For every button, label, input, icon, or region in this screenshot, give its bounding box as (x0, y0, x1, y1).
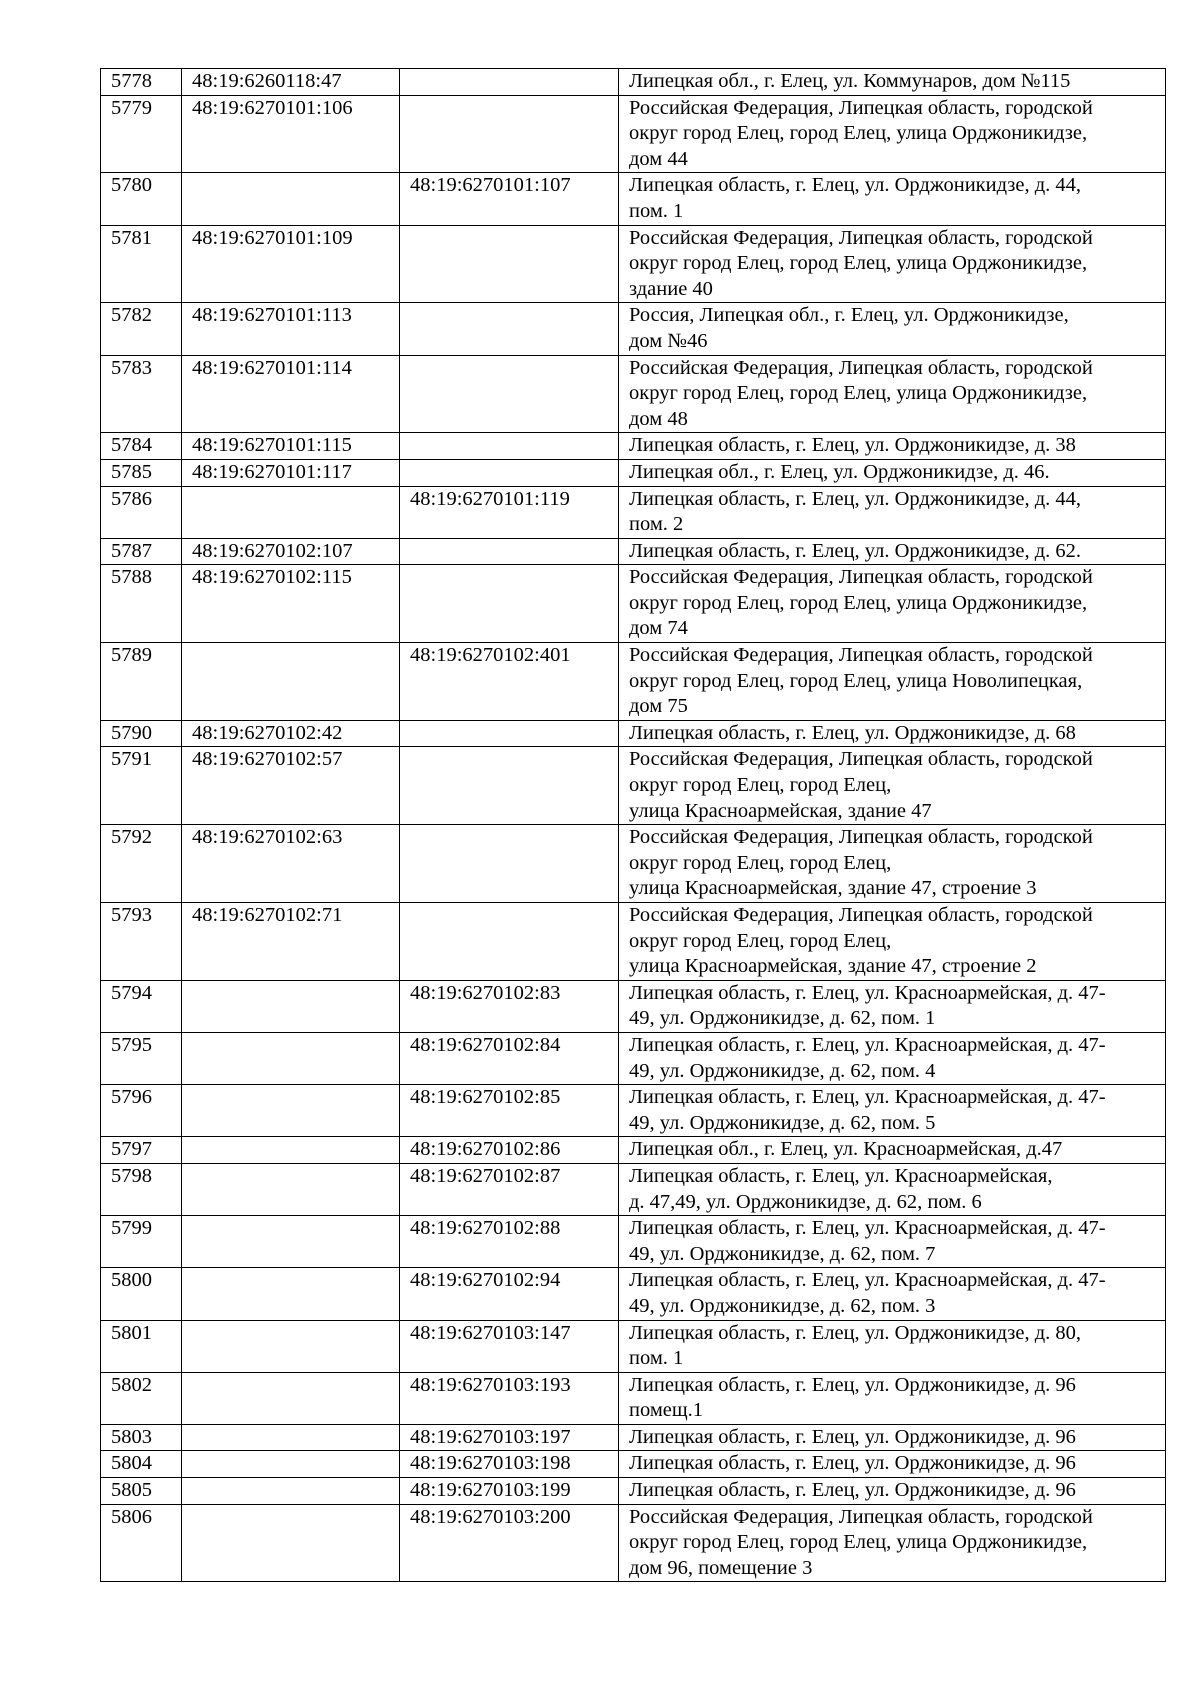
address-cell: Липецкая область, г. Елец, ул. Орджоникидзе, д. 96 помещ.1 (619, 1372, 1166, 1424)
building-cadastral-number-cell (400, 747, 619, 825)
building-cadastral-number-cell: 48:19:6270102:84 (400, 1032, 619, 1084)
building-cadastral-number-cell (400, 720, 619, 747)
building-cadastral-number-cell: 48:19:6270102:85 (400, 1085, 619, 1137)
building-cadastral-number-cell (400, 433, 619, 460)
building-cadastral-number-cell (400, 303, 619, 355)
address-cell: Липецкая область, г. Елец, ул. Орджоникидзе, д. 44, пом. 1 (619, 173, 1166, 225)
building-cadastral-number-cell (400, 903, 619, 981)
land-cadastral-number-cell (182, 486, 400, 538)
row-number-cell: 5793 (101, 903, 182, 981)
table-row (101, 1137, 1166, 1164)
building-cadastral-number-cell (400, 355, 619, 433)
table-row (101, 747, 1166, 825)
row-number-cell: 5778 (101, 69, 182, 96)
address-cell: Липецкая обл., г. Елец, ул. Орджоникидзе, д. 46. (619, 459, 1166, 486)
building-cadastral-number-cell (400, 225, 619, 303)
table-row (101, 303, 1166, 355)
row-number-cell: 5798 (101, 1163, 182, 1215)
table-row (101, 643, 1166, 721)
table-row (101, 69, 1166, 96)
table-row (101, 825, 1166, 903)
address-cell: Российская Федерация, Липецкая область, городской округ город Елец, город Елец, улица Красноармейская, здание 47 (619, 747, 1166, 825)
row-number-cell: 5791 (101, 747, 182, 825)
building-cadastral-number-cell: 48:19:6270103:199 (400, 1478, 619, 1505)
table-row (101, 1372, 1166, 1424)
table-row (101, 1320, 1166, 1372)
building-cadastral-number-cell: 48:19:6270103:193 (400, 1372, 619, 1424)
table-row (101, 1451, 1166, 1478)
row-number-cell: 5804 (101, 1451, 182, 1478)
land-cadastral-number-cell (182, 1424, 400, 1451)
table-row (101, 355, 1166, 433)
table-row (101, 980, 1166, 1032)
row-number-cell: 5802 (101, 1372, 182, 1424)
address-cell: Липецкая область, г. Елец, ул. Орджоникидзе, д. 80, пом. 1 (619, 1320, 1166, 1372)
row-number-cell: 5787 (101, 538, 182, 565)
land-cadastral-number-cell (182, 980, 400, 1032)
table-row (101, 433, 1166, 460)
address-cell: Липецкая область, г. Елец, ул. Орджоникидзе, д. 96 (619, 1424, 1166, 1451)
land-cadastral-number-cell (182, 1451, 400, 1478)
land-cadastral-number-cell: 48:19:6270101:115 (182, 433, 400, 460)
address-cell: Липецкая область, г. Елец, ул. Красноармейская, д. 47- 49, ул. Орджоникидзе, д. 62, пом. 1 (619, 980, 1166, 1032)
land-cadastral-number-cell: 48:19:6260118:47 (182, 69, 400, 96)
land-cadastral-number-cell (182, 1085, 400, 1137)
address-cell: Российская Федерация, Липецкая область, городской округ город Елец, город Елец, улица Орджоникидзе, дом 44 (619, 95, 1166, 173)
building-cadastral-number-cell: 48:19:6270102:401 (400, 643, 619, 721)
land-cadastral-number-cell: 48:19:6270102:42 (182, 720, 400, 747)
building-cadastral-number-cell (400, 459, 619, 486)
row-number-cell: 5796 (101, 1085, 182, 1137)
address-cell: Российская Федерация, Липецкая область, городской округ город Елец, город Елец, улица Красноармейская, здание 47, строение 3 (619, 825, 1166, 903)
land-cadastral-number-cell (182, 1504, 400, 1582)
row-number-cell: 5786 (101, 486, 182, 538)
table-row (101, 95, 1166, 173)
building-cadastral-number-cell: 48:19:6270102:83 (400, 980, 619, 1032)
land-cadastral-number-cell (182, 1032, 400, 1084)
address-cell: Российская Федерация, Липецкая область, городской округ город Елец, город Елец, улица Орджоникидзе, дом 48 (619, 355, 1166, 433)
land-cadastral-number-cell (182, 643, 400, 721)
table-row (101, 1504, 1166, 1582)
row-number-cell: 5785 (101, 459, 182, 486)
address-cell: Липецкая обл., г. Елец, ул. Коммунаров, дом №115 (619, 69, 1166, 96)
building-cadastral-number-cell: 48:19:6270103:147 (400, 1320, 619, 1372)
building-cadastral-number-cell (400, 565, 619, 643)
land-cadastral-number-cell: 48:19:6270102:115 (182, 565, 400, 643)
table-row (101, 903, 1166, 981)
row-number-cell: 5800 (101, 1268, 182, 1320)
building-cadastral-number-cell: 48:19:6270102:87 (400, 1163, 619, 1215)
row-number-cell: 5781 (101, 225, 182, 303)
address-cell: Липецкая область, г. Елец, ул. Красноармейская, д. 47- 49, ул. Орджоникидзе, д. 62, пом. 7 (619, 1216, 1166, 1268)
land-cadastral-number-cell (182, 1216, 400, 1268)
land-cadastral-number-cell (182, 1268, 400, 1320)
row-number-cell: 5788 (101, 565, 182, 643)
building-cadastral-number-cell: 48:19:6270102:86 (400, 1137, 619, 1164)
address-cell: Липецкая область, г. Елец, ул. Красноармейская, д. 47,49, ул. Орджоникидзе, д. 62, пом. 6 (619, 1163, 1166, 1215)
row-number-cell: 5789 (101, 643, 182, 721)
table-row (101, 459, 1166, 486)
building-cadastral-number-cell: 48:19:6270101:107 (400, 173, 619, 225)
land-cadastral-number-cell: 48:19:6270101:106 (182, 95, 400, 173)
land-cadastral-number-cell: 48:19:6270101:114 (182, 355, 400, 433)
row-number-cell: 5782 (101, 303, 182, 355)
land-cadastral-number-cell: 48:19:6270102:57 (182, 747, 400, 825)
address-cell: Липецкая область, г. Елец, ул. Орджоникидзе, д. 96 (619, 1451, 1166, 1478)
building-cadastral-number-cell: 48:19:6270103:197 (400, 1424, 619, 1451)
table-row (101, 173, 1166, 225)
row-number-cell: 5801 (101, 1320, 182, 1372)
table-row (101, 538, 1166, 565)
row-number-cell: 5797 (101, 1137, 182, 1164)
address-cell: Российская Федерация, Липецкая область, городской округ город Елец, город Елец, улица Орджоникидзе, дом 74 (619, 565, 1166, 643)
building-cadastral-number-cell: 48:19:6270103:200 (400, 1504, 619, 1582)
address-cell: Липецкая область, г. Елец, ул. Орджоникидзе, д. 96 (619, 1478, 1166, 1505)
address-cell: Липецкая обл., г. Елец, ул. Красноармейская, д.47 (619, 1137, 1166, 1164)
registry-table (100, 68, 1166, 1582)
land-cadastral-number-cell: 48:19:6270101:109 (182, 225, 400, 303)
row-number-cell: 5783 (101, 355, 182, 433)
row-number-cell: 5806 (101, 1504, 182, 1582)
table-row (101, 565, 1166, 643)
row-number-cell: 5780 (101, 173, 182, 225)
building-cadastral-number-cell: 48:19:6270102:88 (400, 1216, 619, 1268)
building-cadastral-number-cell: 48:19:6270101:119 (400, 486, 619, 538)
registry-table-body (101, 69, 1166, 1582)
address-cell: Липецкая область, г. Елец, ул. Орджоникидзе, д. 44, пом. 2 (619, 486, 1166, 538)
land-cadastral-number-cell: 48:19:6270102:107 (182, 538, 400, 565)
row-number-cell: 5795 (101, 1032, 182, 1084)
table-row (101, 1268, 1166, 1320)
address-cell: Российская Федерация, Липецкая область, городской округ город Елец, город Елец, улица Орджоникидзе, здание 40 (619, 225, 1166, 303)
building-cadastral-number-cell (400, 69, 619, 96)
building-cadastral-number-cell: 48:19:6270102:94 (400, 1268, 619, 1320)
address-cell: Липецкая область, г. Елец, ул. Орджоникидзе, д. 38 (619, 433, 1166, 460)
row-number-cell: 5799 (101, 1216, 182, 1268)
address-cell: Россия, Липецкая обл., г. Елец, ул. Орджоникидзе, дом №46 (619, 303, 1166, 355)
row-number-cell: 5803 (101, 1424, 182, 1451)
table-row (101, 1424, 1166, 1451)
address-cell: Российская Федерация, Липецкая область, городской округ город Елец, город Елец, улица Орджоникидзе, дом 96, помещение 3 (619, 1504, 1166, 1582)
address-cell: Российская Федерация, Липецкая область, городской округ город Елец, город Елец, улица Красноармейская, здание 47, строение 2 (619, 903, 1166, 981)
building-cadastral-number-cell (400, 825, 619, 903)
address-cell: Липецкая область, г. Елец, ул. Орджоникидзе, д. 68 (619, 720, 1166, 747)
row-number-cell: 5805 (101, 1478, 182, 1505)
building-cadastral-number-cell (400, 95, 619, 173)
address-cell: Липецкая область, г. Елец, ул. Красноармейская, д. 47- 49, ул. Орджоникидзе, д. 62, пом. 3 (619, 1268, 1166, 1320)
row-number-cell: 5790 (101, 720, 182, 747)
row-number-cell: 5784 (101, 433, 182, 460)
land-cadastral-number-cell: 48:19:6270102:63 (182, 825, 400, 903)
land-cadastral-number-cell (182, 1478, 400, 1505)
land-cadastral-number-cell: 48:19:6270101:117 (182, 459, 400, 486)
address-cell: Липецкая область, г. Елец, ул. Орджоникидзе, д. 62. (619, 538, 1166, 565)
land-cadastral-number-cell (182, 1137, 400, 1164)
land-cadastral-number-cell (182, 1320, 400, 1372)
land-cadastral-number-cell: 48:19:6270102:71 (182, 903, 400, 981)
table-row (101, 1085, 1166, 1137)
building-cadastral-number-cell: 48:19:6270103:198 (400, 1451, 619, 1478)
land-cadastral-number-cell: 48:19:6270101:113 (182, 303, 400, 355)
table-row (101, 486, 1166, 538)
address-cell: Липецкая область, г. Елец, ул. Красноармейская, д. 47- 49, ул. Орджоникидзе, д. 62, пом. 4 (619, 1032, 1166, 1084)
table-row (101, 225, 1166, 303)
land-cadastral-number-cell (182, 1372, 400, 1424)
table-row (101, 1216, 1166, 1268)
row-number-cell: 5794 (101, 980, 182, 1032)
address-cell: Липецкая область, г. Елец, ул. Красноармейская, д. 47- 49, ул. Орджоникидзе, д. 62, пом. 5 (619, 1085, 1166, 1137)
table-row (101, 720, 1166, 747)
table-row (101, 1478, 1166, 1505)
table-row (101, 1163, 1166, 1215)
table-row (101, 1032, 1166, 1084)
address-cell: Российская Федерация, Липецкая область, городской округ город Елец, город Елец, улица Новолипецкая, дом 75 (619, 643, 1166, 721)
land-cadastral-number-cell (182, 1163, 400, 1215)
row-number-cell: 5792 (101, 825, 182, 903)
building-cadastral-number-cell (400, 538, 619, 565)
land-cadastral-number-cell (182, 173, 400, 225)
row-number-cell: 5779 (101, 95, 182, 173)
